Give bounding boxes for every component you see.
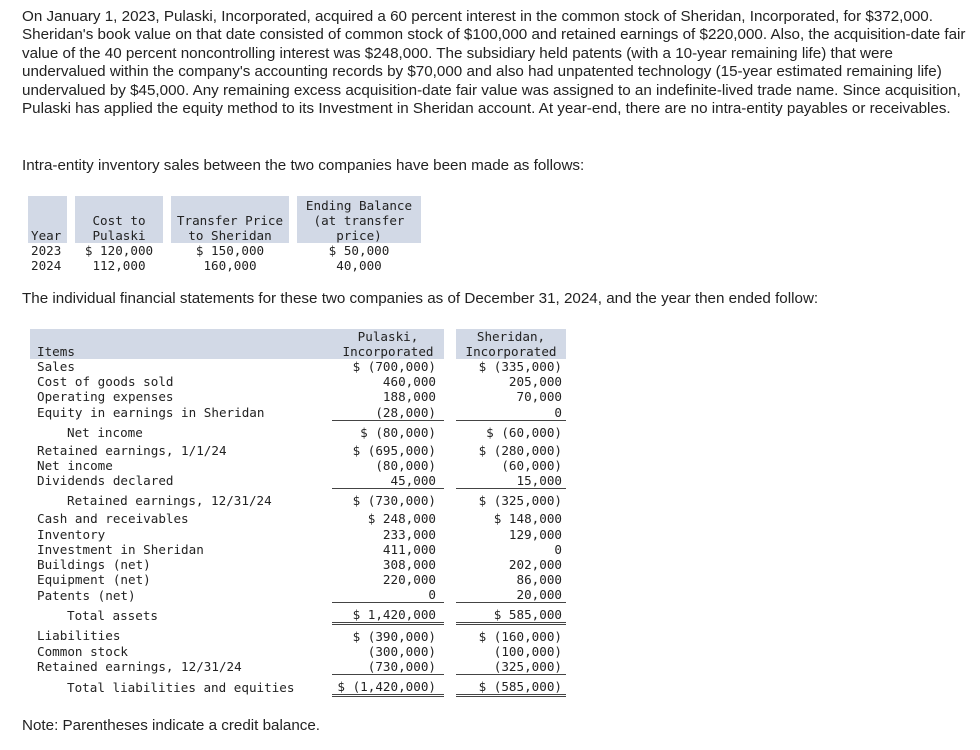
table-row [30,374,566,389]
pulaski-value: 0 [428,587,436,603]
header-pulaski: Pulaski, Incorporated [332,329,444,359]
pulaski-value: 45,000 [390,473,436,489]
pulaski-value: (300,000) [367,643,436,659]
credit-balance-note: Note: Parentheses indicate a credit balance. [22,717,321,734]
financial-statements-table [30,329,566,697]
pulaski-value: (80,000) [375,458,436,474]
table-row [30,489,566,509]
pulaski-value: 308,000 [382,556,436,572]
statements-intro: The individual financial statements for these two companies as of December 31, 2024, and the year then ended follow: [22,290,819,307]
row-label: Patents (net) [37,587,136,603]
table-row [30,473,566,489]
inventory-sales-table [28,196,421,273]
table-row [30,659,566,675]
table-row [30,440,566,458]
table-row [30,624,566,644]
cell-year: 2024 [31,258,62,273]
sheridan-value: $ (335,000) [478,359,562,375]
table-row [30,675,566,696]
sheridan-value: 86,000 [516,572,562,588]
sheridan-value: $ (585,000) [456,675,566,696]
header-year: Year [28,196,67,243]
table-row [30,603,566,624]
sheridan-value: 202,000 [508,556,562,572]
sheridan-value: $ 585,000 [456,603,566,624]
sheridan-value: $ (60,000) [456,420,566,440]
table-row [30,405,566,421]
table-row [30,508,566,526]
row-label: Cash and receivables [37,511,189,527]
pulaski-value: (730,000) [367,658,436,674]
table-row [30,420,566,440]
table-row [30,644,566,659]
row-label: Investment in Sheridan [37,541,204,557]
cell-year: 2023 [31,243,62,258]
header-transfer-price: Transfer Price to Sheridan [171,196,289,243]
table-row [30,587,566,603]
row-label: Retained earnings, 12/31/24 [37,659,242,675]
statements-header-row [30,329,566,359]
row-label: Total liabilities and equities [67,679,295,695]
cell-cost: $ 120,000 [84,243,154,258]
row-label: Net income [67,424,143,440]
pulaski-value: 188,000 [382,389,436,405]
pulaski-value: $ (700,000) [352,359,436,375]
sheridan-value: $ (280,000) [478,442,562,458]
row-label: Retained earnings, 1/1/24 [37,442,227,458]
pulaski-value: $ 1,420,000 [332,603,444,624]
sheridan-value: $ 148,000 [493,511,562,527]
cell-ending: $ 50,000 [328,243,390,258]
inventory-header-row [28,196,421,243]
sheridan-value: 0 [554,541,562,557]
cell-cost: 112,000 [92,258,146,273]
row-label: Common stock [37,643,128,659]
pulaski-value: 460,000 [382,374,436,390]
row-label: Net income [37,458,113,474]
pulaski-value: $ (80,000) [332,420,444,440]
row-label: Equipment (net) [37,572,151,588]
table-row [30,389,566,404]
header-items: Items [30,329,332,359]
row-label: Sales [37,359,75,375]
row-label: Dividends declared [37,473,174,489]
sheridan-value: 15,000 [516,473,562,489]
table-row [30,527,566,542]
row-label: Cost of goods sold [37,374,174,390]
row-label: Equity in earnings in Sheridan [37,404,265,420]
header-cost-to-pulaski: Cost to Pulaski [75,196,163,243]
table-row [28,243,421,258]
pulaski-value: 411,000 [382,541,436,557]
table-row [30,458,566,473]
inventory-intro: Intra-entity inventory sales between the two companies have been made as follows: [22,157,585,174]
sheridan-value: (100,000) [493,643,562,659]
pulaski-value: 233,000 [382,526,436,542]
sheridan-value: 20,000 [516,587,562,603]
table-row [28,258,421,273]
table-row [30,572,566,587]
pulaski-value: $ (730,000) [332,489,444,509]
sheridan-value: $ (325,000) [456,489,566,509]
row-label: Liabilities [37,627,121,643]
header-sheridan: Sheridan, Incorporated [456,329,566,359]
pulaski-value: 220,000 [382,572,436,588]
row-label: Operating expenses [37,389,174,405]
sheridan-value: 0 [554,404,562,420]
pulaski-value: $ (390,000) [352,628,436,644]
table-row [30,557,566,572]
sheridan-value: 205,000 [508,374,562,390]
pulaski-value: (28,000) [375,404,436,420]
pulaski-value: $ (695,000) [352,442,436,458]
sheridan-value: 70,000 [516,389,562,405]
header-ending-balance: Ending Balance (at transfer price) [297,196,421,243]
pulaski-value: $ (1,420,000) [332,675,444,696]
row-label: Total assets [67,607,158,623]
row-label: Buildings (net) [37,556,151,572]
pulaski-value: $ 248,000 [367,511,436,527]
cell-transfer: $ 150,000 [195,243,265,258]
sheridan-value: (60,000) [501,458,562,474]
table-row [30,359,566,374]
table-row [30,542,566,557]
sheridan-value: $ (160,000) [478,628,562,644]
cell-ending: 40,000 [336,258,382,273]
row-label: Retained earnings, 12/31/24 [67,493,272,509]
row-label: Inventory [37,526,106,542]
sheridan-value: (325,000) [493,658,562,674]
cell-transfer: 160,000 [203,258,257,273]
problem-paragraph: On January 1, 2023, Pulaski, Incorporated, acquired a 60 percent interest in the common stock of Sheridan, Incorporated, for $372,000. Sheridan's book value on that date consisted of common stock of $100,000 and retained earnings of $220,000. Also, the acquisition-date fair value of the 40 percent noncontrolling interest was $248,000. The subsidiary held patents (with a 10-year remaining life) that were undervalued within the company's accounting records by $70,000 and also had unpatented technology (15-year estimated remaining life) undervalued by $45,000. Any remaining excess acquisition-date fair value was assigned to an indefinite-lived trade name. Since acquisition, Pulaski has applied the equity method to its Investment in Sheridan account. At year-end, there are no intra-entity payables or receivables. [22,8,966,118]
sheridan-value: 129,000 [508,526,562,542]
